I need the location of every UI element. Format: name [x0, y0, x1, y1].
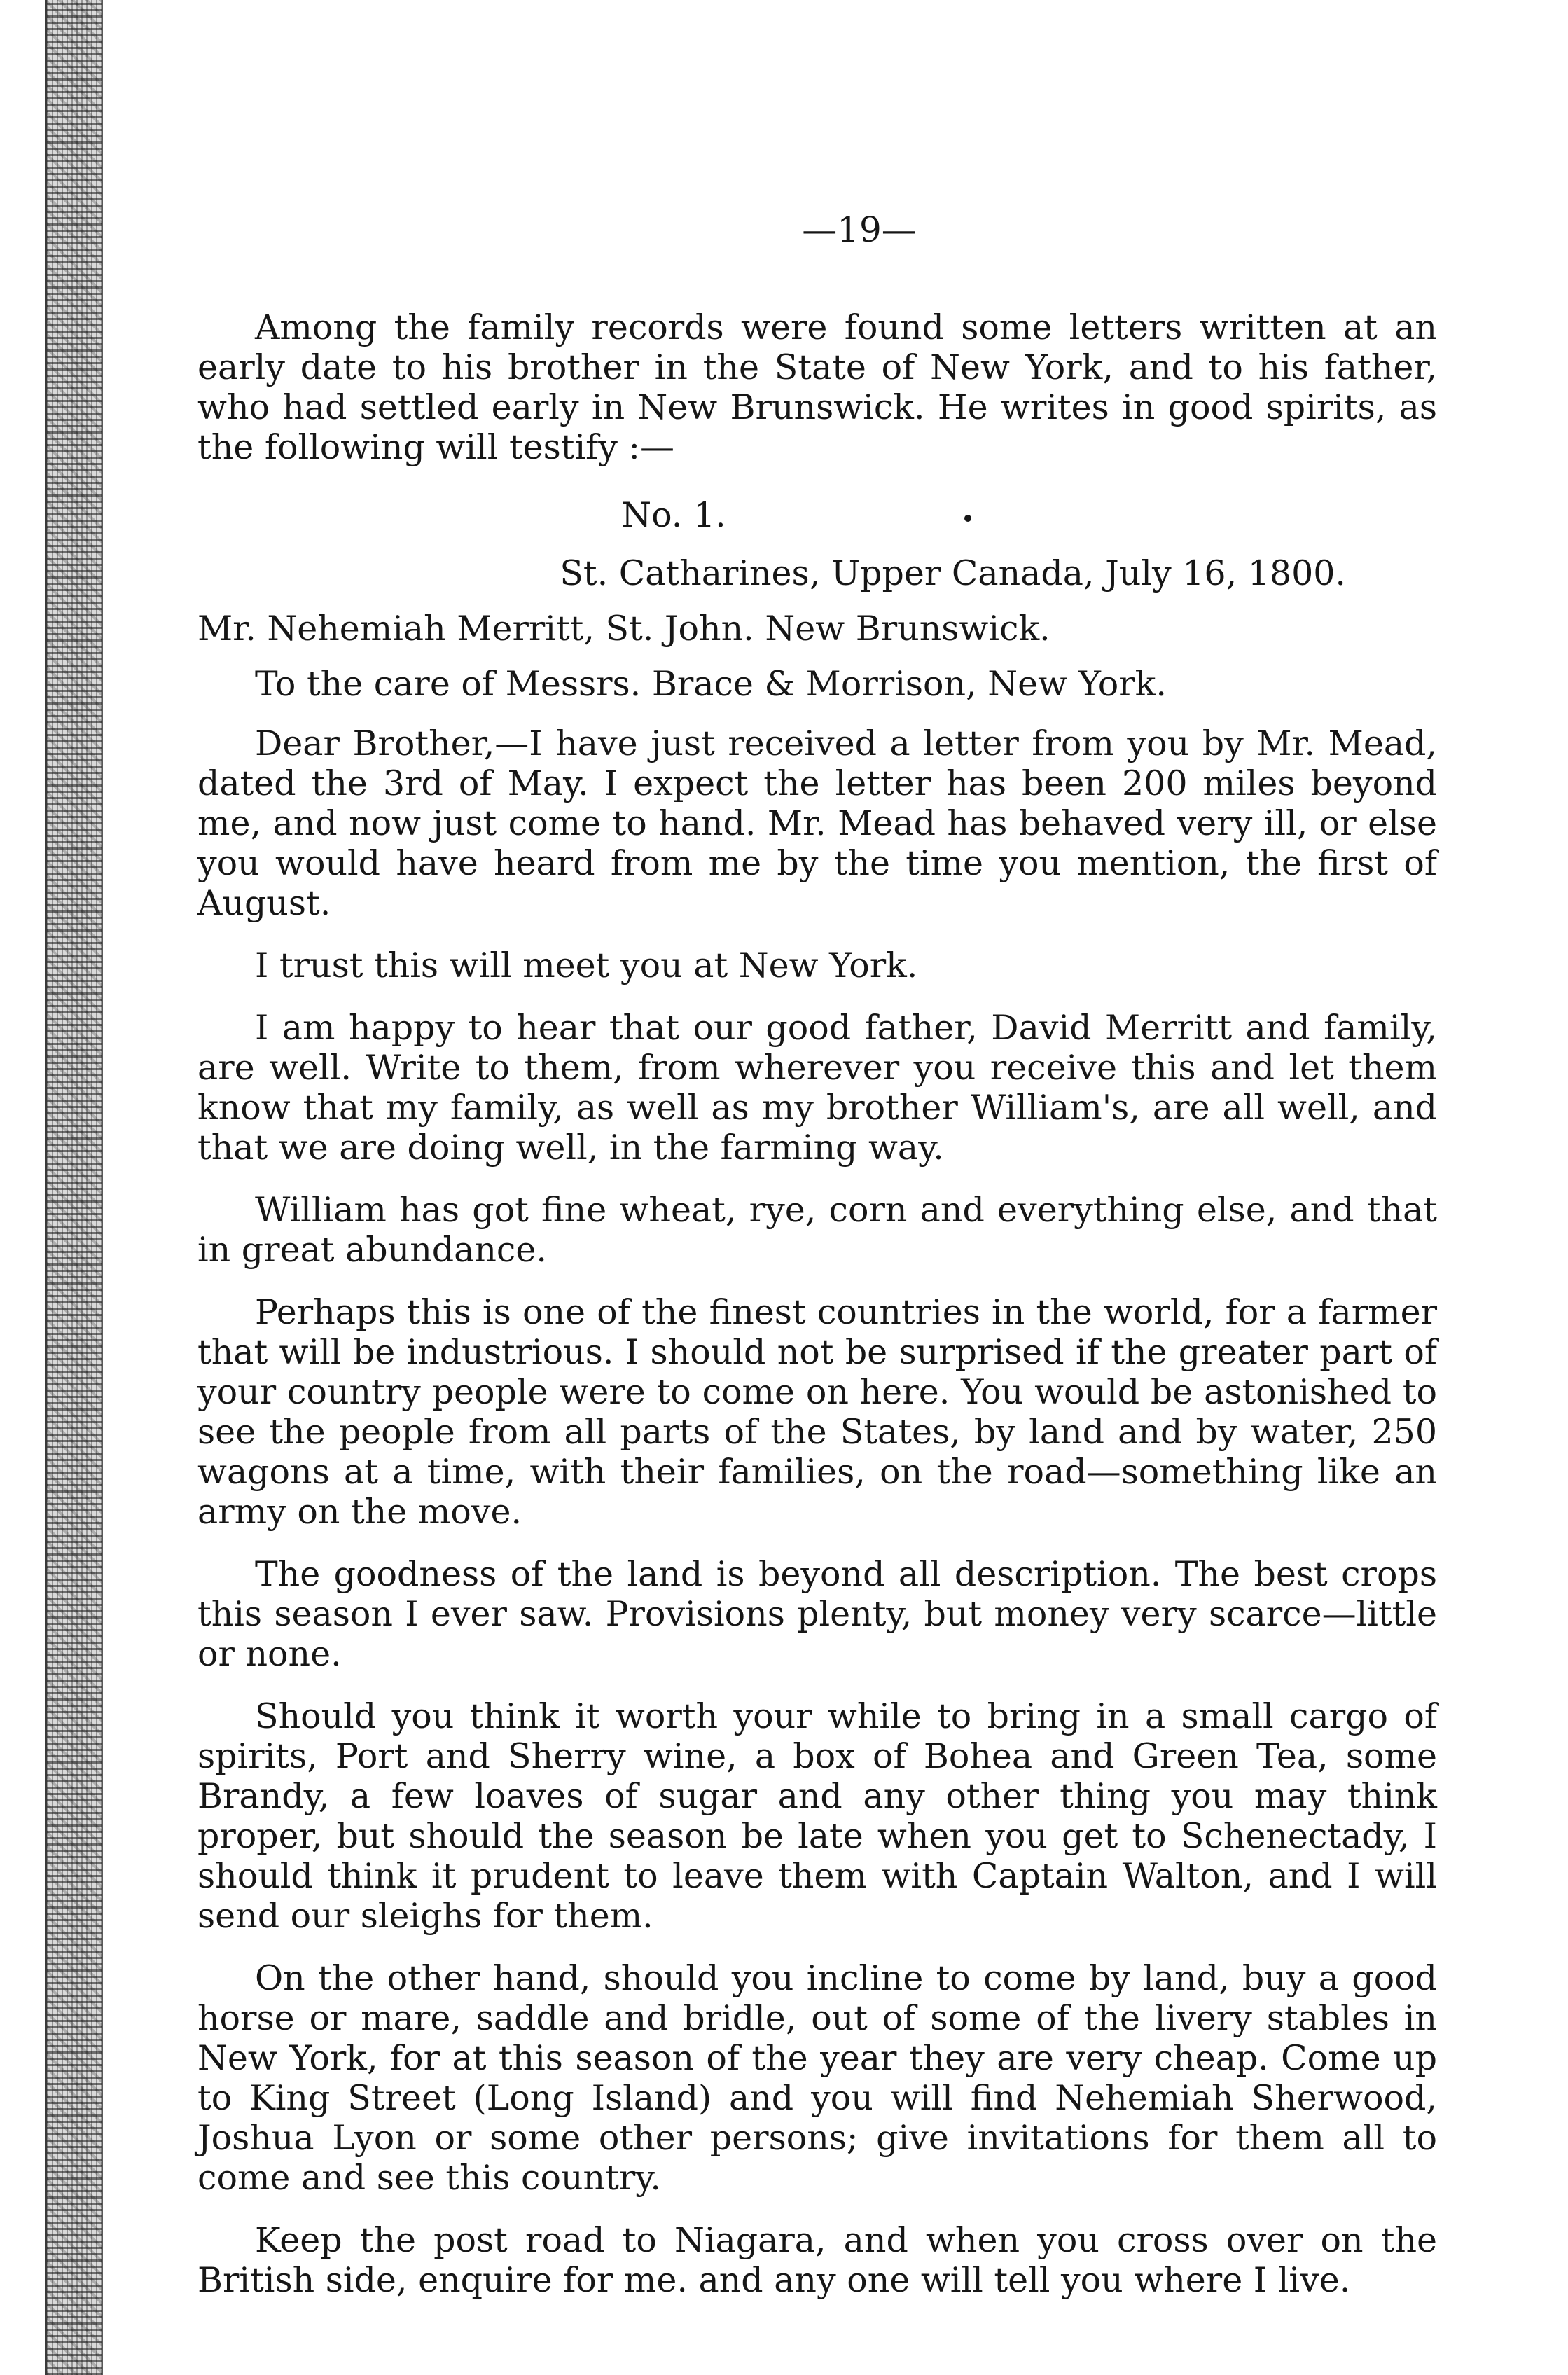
- letter-paragraph: I am happy to hear that our good father, David Merritt and family, are well. Write to them, from wherever you receive this and let them know that my family, as well as my brother William's, are all well, and that we are doing well, in the farming way.: [197, 1008, 1437, 1168]
- intro-paragraph: Among the family records were found some letters written at an early date to his brother in the State of New York, and to his father, who had settled early in New Brunswick. He writes in good spirits, as the following will testify :—: [197, 307, 1437, 467]
- letter-paragraph: Should you think it worth your while to bring in a small cargo of spirits, Port and Sherry wine, a box of Bohea and Green Tea, some Brandy, a few loaves of sugar and any other thing you may think proper, but should the season be late when you get to Schenectady, I should think it prudent to leave them with Captain Walton, and I will send our sleighs for them.: [197, 1696, 1437, 1936]
- binding-strip: [45, 0, 103, 2375]
- letter-place-date: St. Catharines, Upper Canada, July 16, 1800.: [560, 553, 1346, 593]
- ink-dot: [964, 515, 971, 522]
- letter-paragraph: William has got fine wheat, rye, corn and everything else, and that in great abundance.: [197, 1190, 1437, 1270]
- letter-paragraph: I trust this will meet you at New York.: [255, 946, 918, 985]
- letter-paragraph: On the other hand, should you incline to come by land, buy a good horse or mare, saddle and bridle, out of some of the livery stables in New York, for at this season of the year they are very cheap. Come up to King Street (Long Island) and you will find Nehemiah Sherwood, Joshua Lyon or some other persons; give invitations for them all to come and see this country.: [197, 1958, 1437, 2198]
- letter-paragraph: The goodness of the land is beyond all description. The best crops this season I ever saw. Provisions plenty, but money very scarce—little or none.: [197, 1554, 1437, 1674]
- letter-addressee: Mr. Nehemiah Merritt, St. John. New Brunswick.: [197, 609, 1050, 649]
- letter-number-text: No. 1.: [621, 495, 726, 535]
- letter-care-of: To the care of Messrs. Brace & Morrison, New York.: [255, 664, 1167, 704]
- page-number: —19—: [802, 209, 917, 250]
- letter-paragraph: Keep the post road to Niagara, and when you cross over on the British side, enquire for me. and any one will tell you where I live.: [197, 2220, 1437, 2300]
- letter-paragraph: Perhaps this is one of the finest countries in the world, for a farmer that will be industrious. I should not be surprised if the greater part of your country people were to come on here. You would be astonished to see the people from all parts of the States, by land and by water, 250 wagons at a time, with their families, on the road—something like an army on the move.: [197, 1292, 1437, 1532]
- letter-number: [197, 495, 1437, 535]
- document-page: [197, 210, 1437, 2300]
- letter-paragraph: Dear Brother,—I have just received a letter from you by Mr. Mead, dated the 3rd of May. I expect the letter has been 200 miles beyond me, and now just come to hand. Mr. Mead has behaved very ill, or else you would have heard from me by the time you mention, the first of August.: [197, 723, 1437, 923]
